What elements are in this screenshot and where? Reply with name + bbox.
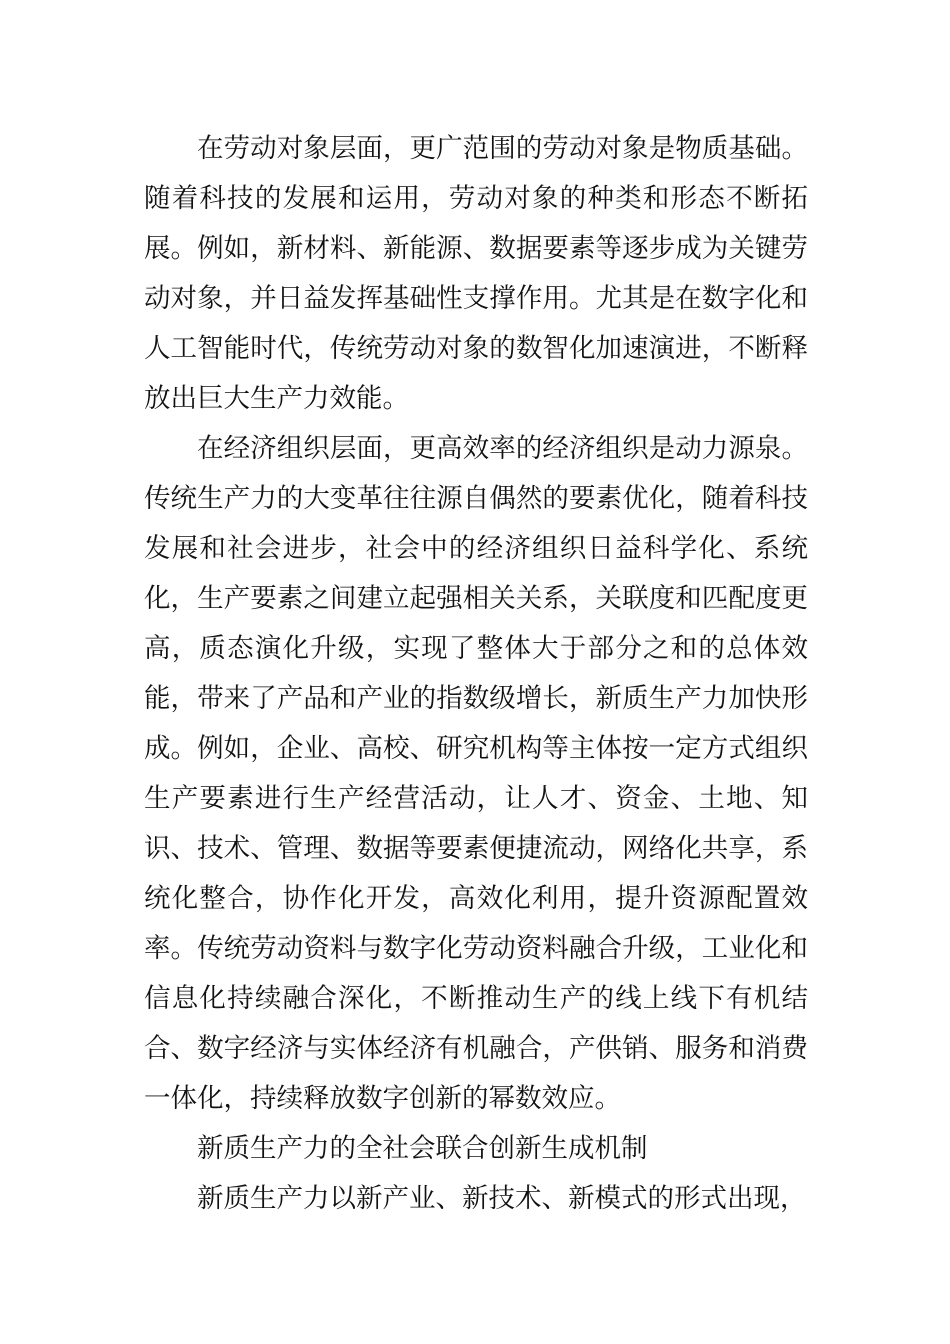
section-heading: 新质生产力的全社会联合创新生成机制 bbox=[197, 1133, 648, 1164]
paragraph-new-productive-forces: 新质生产力以新产业、新技术、新模式的形式出现， bbox=[197, 1183, 807, 1214]
paragraph-economic-organization: 在经济组织层面，更高效率的经济组织是动力源泉。传统生产力的大变革往往源自偶然的要素优化，随着科技发展和社会进步，社会中的经济组织日益科学化、系统化，生产要素之间建立起强相关关系，关联度和匹配度更高，质态演化升级，实现了整体大于部分之和的总体效能，带来了产品和产业的指数级增长，新质生产力加快形成。例如，企业、高校、研究机构等主体按一定方式组织生产要素进行生产经营活动，让人才、资金、土地、知识、技术、管理、数据等要素便捷流动，网络化共享，系统化整合，协作化开发，高效化利用，提升资源配置效率。传统劳动资料与数字化劳动资料融合升级，工业化和信息化持续融合深化，不断推动生产的线上线下有机结合、数字经济与实体经济有机融合，产供销、服务和消费一体化，持续释放数字创新的幂数效应。 bbox=[144, 433, 808, 1114]
paragraph-labor-objects: 在劳动对象层面，更广范围的劳动对象是物质基础。随着科技的发展和运用，劳动对象的种类和形态不断拓展。例如，新材料、新能源、数据要素等逐步成为关键劳动对象，并日益发挥基础性支撑作用。尤其是在数字化和人工智能时代，传统劳动对象的数智化加速演进，不断释放出巨大生产力效能。 bbox=[144, 133, 808, 414]
document-body bbox=[144, 124, 808, 1224]
